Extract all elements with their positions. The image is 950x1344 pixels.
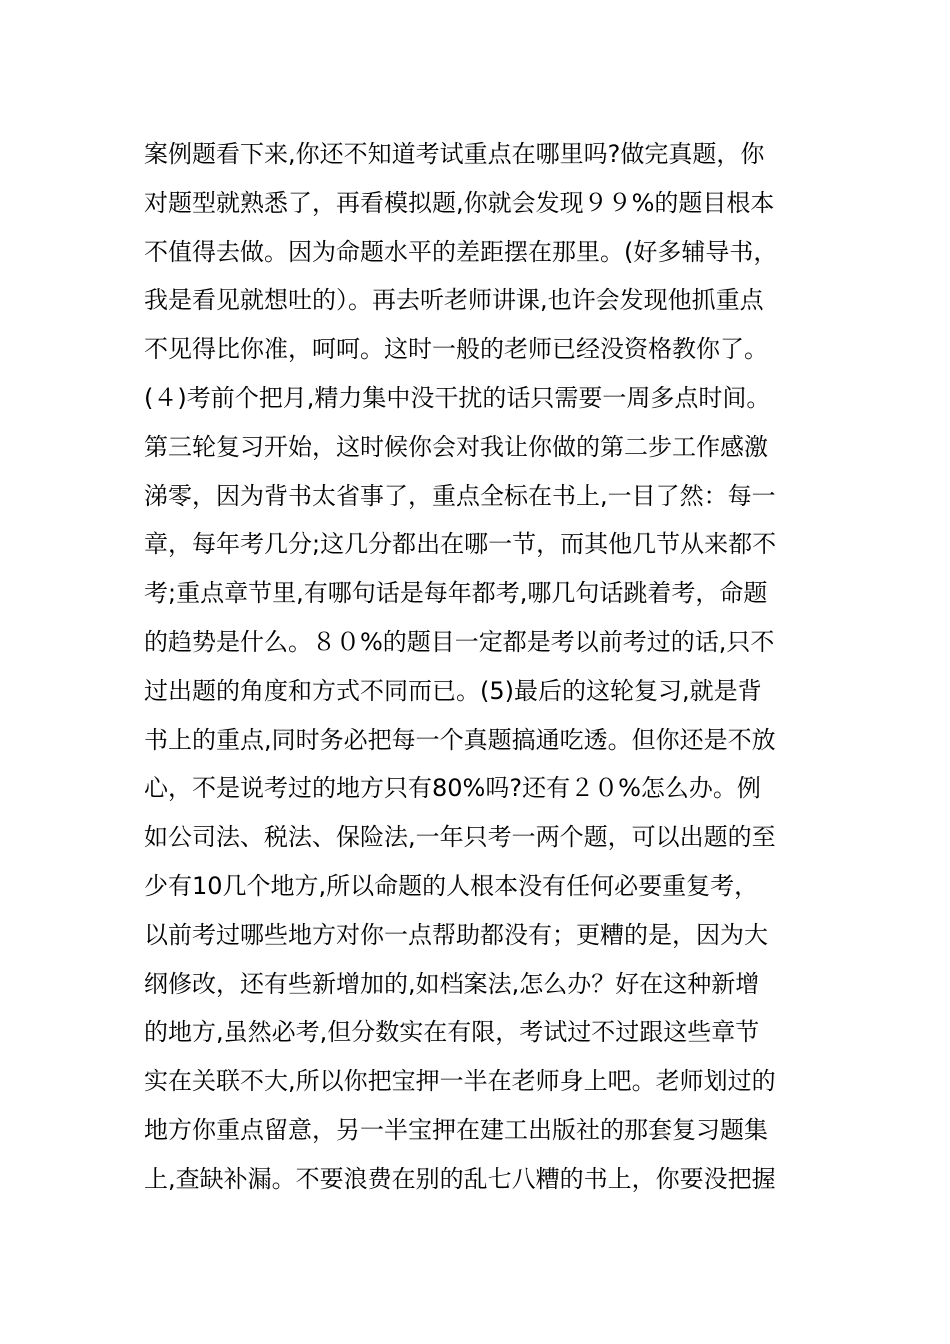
text-line-21: 地方你重点留意，另一半宝押在建工出版社的那套复习题集: [144, 1115, 768, 1144]
text-line-22: 上,查缺补漏。不要浪费在别的乱七八糟的书上，你要没把握: [144, 1164, 776, 1193]
text-line-14: 心，不是说考过的地方只有80%吗?还有２０%怎么办。例: [144, 774, 761, 803]
text-line-15: 如公司法、税法、保险法,一年只考一两个题，可以出题的至: [144, 823, 776, 852]
text-line-20: 实在关联不大,所以你把宝押一半在老师身上吧。老师划过的: [144, 1067, 776, 1096]
text-line-6: (４)考前个把月,精力集中没干扰的话只需要一周多点时间。: [144, 383, 771, 412]
text-line-17: 以前考过哪些地方对你一点帮助都没有；更糟的是，因为大: [144, 920, 768, 949]
text-line-19: 的地方,虽然必考,但分数实在有限，考试过不过跟这些章节: [144, 1018, 760, 1047]
text-line-2: 对题型就熟悉了，再看模拟题,你就会发现９９%的题目根本: [144, 188, 775, 217]
text-line-7: 第三轮复习开始，这时候你会对我让你做的第二步工作感激: [144, 432, 768, 461]
text-line-12: 过出题的角度和方式不同而已。(5)最后的这轮复习,就是背: [144, 676, 762, 705]
text-line-16: 少有10几个地方,所以命题的人根本没有任何必要重复考，: [144, 871, 759, 900]
text-line-3: 不值得去做。因为命题水平的差距摆在那里。(好多辅导书，: [144, 237, 778, 266]
text-line-13: 书上的重点,同时务必把每一个真题搞通吃透。但你还是不放: [144, 725, 776, 754]
text-line-5: 不见得比你准，呵呵。这时一般的老师已经没资格教你了。: [144, 335, 768, 364]
text-line-1: 案例题看下来,你还不知道考试重点在哪里吗?做完真题，你: [144, 140, 765, 168]
text-line-11: 的趋势是什么。８０%的题目一定都是考以前考过的话,只不: [144, 627, 775, 656]
text-line-8: 涕零，因为背书太省事了，重点全标在书上,一目了然：每一: [144, 481, 776, 510]
text-line-10: 考;重点章节里,有哪句话是每年都考,哪几句话跳着考，命题: [144, 579, 768, 608]
body-text: [144, 130, 814, 1204]
text-line-4: 我是看见就想吐的）。再去听老师讲课,也许会发现他抓重点: [144, 286, 764, 315]
text-line-9: 章，每年考几分;这几分都出在哪一节，而其他几节从来都不: [144, 530, 777, 559]
text-line-18: 纲修改，还有些新增加的,如档案法,怎么办？好在这种新增: [144, 969, 760, 998]
